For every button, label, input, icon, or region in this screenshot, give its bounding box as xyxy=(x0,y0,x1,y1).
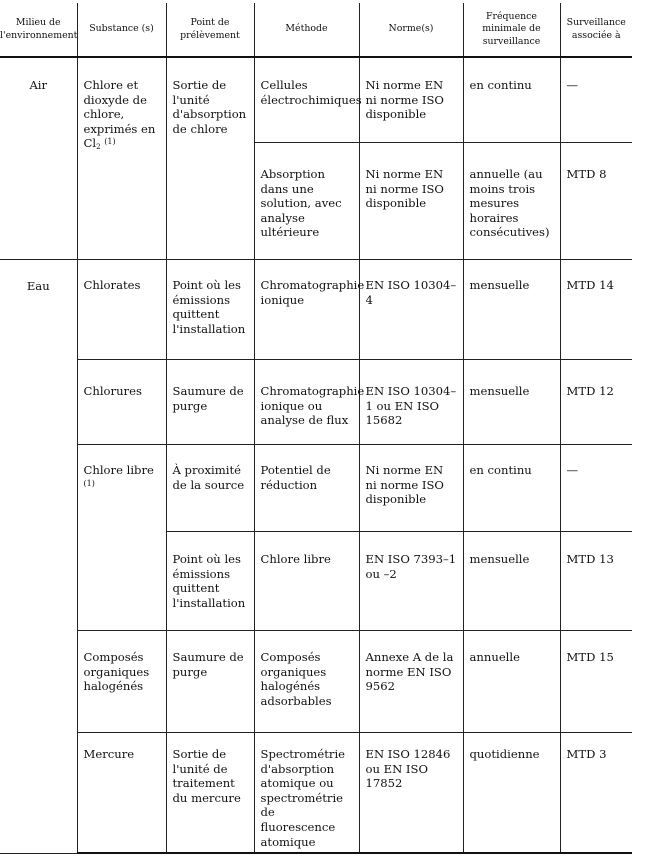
methode-cell xyxy=(254,532,359,631)
methode-cell xyxy=(254,57,362,143)
point-cell xyxy=(166,733,254,854)
surveillance-cell xyxy=(560,733,632,854)
header-substance: Substance (s) xyxy=(77,3,166,57)
surveillance-cell xyxy=(560,445,632,532)
substance-cell xyxy=(77,57,166,260)
point-cell xyxy=(166,260,254,360)
substance-text: Chlore libre xyxy=(83,463,154,477)
table-row xyxy=(0,631,632,733)
substance-text: Mercure xyxy=(83,747,135,761)
frequence-cell xyxy=(463,733,560,854)
surveillance-text: MTD 8 xyxy=(566,167,607,181)
frequence-text: quotidienne xyxy=(469,747,540,761)
frequence-text: annuelle xyxy=(469,650,520,664)
substance-cell xyxy=(77,631,166,733)
surveillance-cell xyxy=(560,532,632,631)
surveillance-text: — xyxy=(566,463,579,477)
header-point: Point de prélèvement xyxy=(166,3,254,57)
surveillance-text: MTD 14 xyxy=(566,278,614,292)
methode-text: Chromatographie ionique ou analyse de flux xyxy=(260,384,365,428)
surveillance-cell xyxy=(560,260,632,360)
frequence-cell xyxy=(463,360,560,445)
point-cell xyxy=(166,57,254,260)
frequence-text: mensuelle xyxy=(469,278,530,292)
surveillance-text: MTD 12 xyxy=(566,384,614,398)
methode-text: Cellules électrochimiques xyxy=(260,78,362,107)
substance-cell xyxy=(77,260,166,360)
point-cell xyxy=(166,631,254,733)
norme-cell xyxy=(359,631,463,733)
norme-cell xyxy=(359,57,463,143)
point-cell xyxy=(166,445,254,532)
surveillance-cell xyxy=(560,360,632,445)
frequence-text: mensuelle xyxy=(469,384,530,398)
norme-text: EN ISO 10304–4 xyxy=(365,278,457,307)
frequence-cell xyxy=(463,631,560,733)
table-row xyxy=(0,445,632,532)
point-text: Point où les émissions quittent l'installation xyxy=(172,278,246,336)
norme-cell xyxy=(359,143,463,260)
point-cell xyxy=(166,360,254,445)
frequence-cell xyxy=(463,260,560,360)
substance-text: Chlorures xyxy=(83,384,142,398)
methode-text: Chromatographie ionique xyxy=(260,278,365,307)
header-surveillance: Surveillance associée à xyxy=(560,3,632,57)
substance-cell xyxy=(77,445,166,631)
surveillance-text: MTD 13 xyxy=(566,552,614,566)
point-text: Sortie de l'unité d'absorption de chlore xyxy=(172,78,247,136)
frequence-text: en continu xyxy=(469,463,532,477)
norme-text: EN ISO 10304–1 ou EN ISO 15682 xyxy=(365,384,457,428)
point-text: Saumure de purge xyxy=(172,384,244,413)
methode-cell xyxy=(254,143,359,260)
group-label: Eau xyxy=(26,279,50,293)
substance-text: Composés organiques halogénés xyxy=(83,650,150,694)
surveillance-cell xyxy=(560,631,632,733)
frequence-text: annuelle (au moins trois mesures horaires consécutives) xyxy=(469,167,550,240)
methode-text: Absorption dans une solution, avec analyse ultérieure xyxy=(260,167,342,240)
norme-text: Annexe A de la norme EN ISO 9562 xyxy=(365,650,454,694)
header-frequence: Fréquence minimale de surveillance xyxy=(463,3,560,57)
substance-text: Chlore et dioxyde de chlore, exprimés en Cl xyxy=(83,78,156,151)
header-methode: Méthode xyxy=(254,3,359,57)
point-text: Point où les émissions quittent l'installation xyxy=(172,552,246,610)
group-label: Air xyxy=(29,78,48,92)
frequence-text: mensuelle xyxy=(469,552,530,566)
norme-text: Ni norme EN ni norme ISO disponible xyxy=(365,167,444,211)
point-text: Sortie de l'unité de traitement du mercure xyxy=(172,747,241,805)
methode-cell xyxy=(254,445,359,532)
group-cell-air xyxy=(0,57,77,260)
substance-cell xyxy=(77,360,166,445)
surveillance-cell xyxy=(560,57,632,143)
surveillance-text: MTD 3 xyxy=(566,747,607,761)
surveillance-text: — xyxy=(566,78,579,92)
norme-cell xyxy=(359,733,463,854)
norme-text: Ni norme EN ni norme ISO disponible xyxy=(365,463,444,507)
table-row xyxy=(0,360,632,445)
methode-cell xyxy=(254,733,359,854)
point-text: À proximité de la source xyxy=(172,463,245,492)
group-cell-eau xyxy=(0,260,77,854)
frequence-cell xyxy=(463,57,560,143)
monitoring-table xyxy=(0,3,632,854)
methode-text: Potentiel de réduction xyxy=(260,463,331,492)
footnote-ref: (1) xyxy=(83,478,95,488)
methode-cell xyxy=(254,631,359,733)
norme-text: Ni norme EN ni norme ISO disponible xyxy=(365,78,444,122)
norme-text: EN ISO 12846 ou EN ISO 17852 xyxy=(365,747,451,791)
table-row xyxy=(0,733,632,854)
substance-text: Chlorates xyxy=(83,278,141,292)
header-norme: Norme(s) xyxy=(359,3,463,57)
frequence-cell xyxy=(463,532,560,631)
table-row xyxy=(0,260,632,360)
norme-cell xyxy=(359,260,463,360)
methode-cell xyxy=(254,260,365,360)
norme-cell xyxy=(359,532,463,631)
methode-text: Chlore libre xyxy=(260,552,331,566)
footnote-ref: (1) xyxy=(104,137,116,147)
surveillance-cell xyxy=(560,143,632,260)
frequence-cell xyxy=(463,445,560,532)
point-text: Saumure de purge xyxy=(172,650,244,679)
table-row xyxy=(0,57,632,143)
norme-cell xyxy=(359,360,463,445)
frequence-text: en continu xyxy=(469,78,532,92)
header-milieu: Milieu de l'environnement xyxy=(0,3,77,57)
substance-cell xyxy=(77,733,166,854)
methode-text: Spectrométrie d'absorption atomique ou spectrométrie de fluorescence atomique xyxy=(260,747,346,849)
subscript: 2 xyxy=(96,143,101,152)
frequence-cell xyxy=(463,143,560,260)
norme-text: EN ISO 7393–1 ou –2 xyxy=(365,552,457,581)
surveillance-text: MTD 15 xyxy=(566,650,614,664)
header-row xyxy=(0,3,632,57)
methode-cell xyxy=(254,360,365,445)
methode-text: Composés organiques halogénés adsorbables xyxy=(260,650,332,708)
norme-cell xyxy=(359,445,463,532)
point-cell xyxy=(166,532,254,631)
